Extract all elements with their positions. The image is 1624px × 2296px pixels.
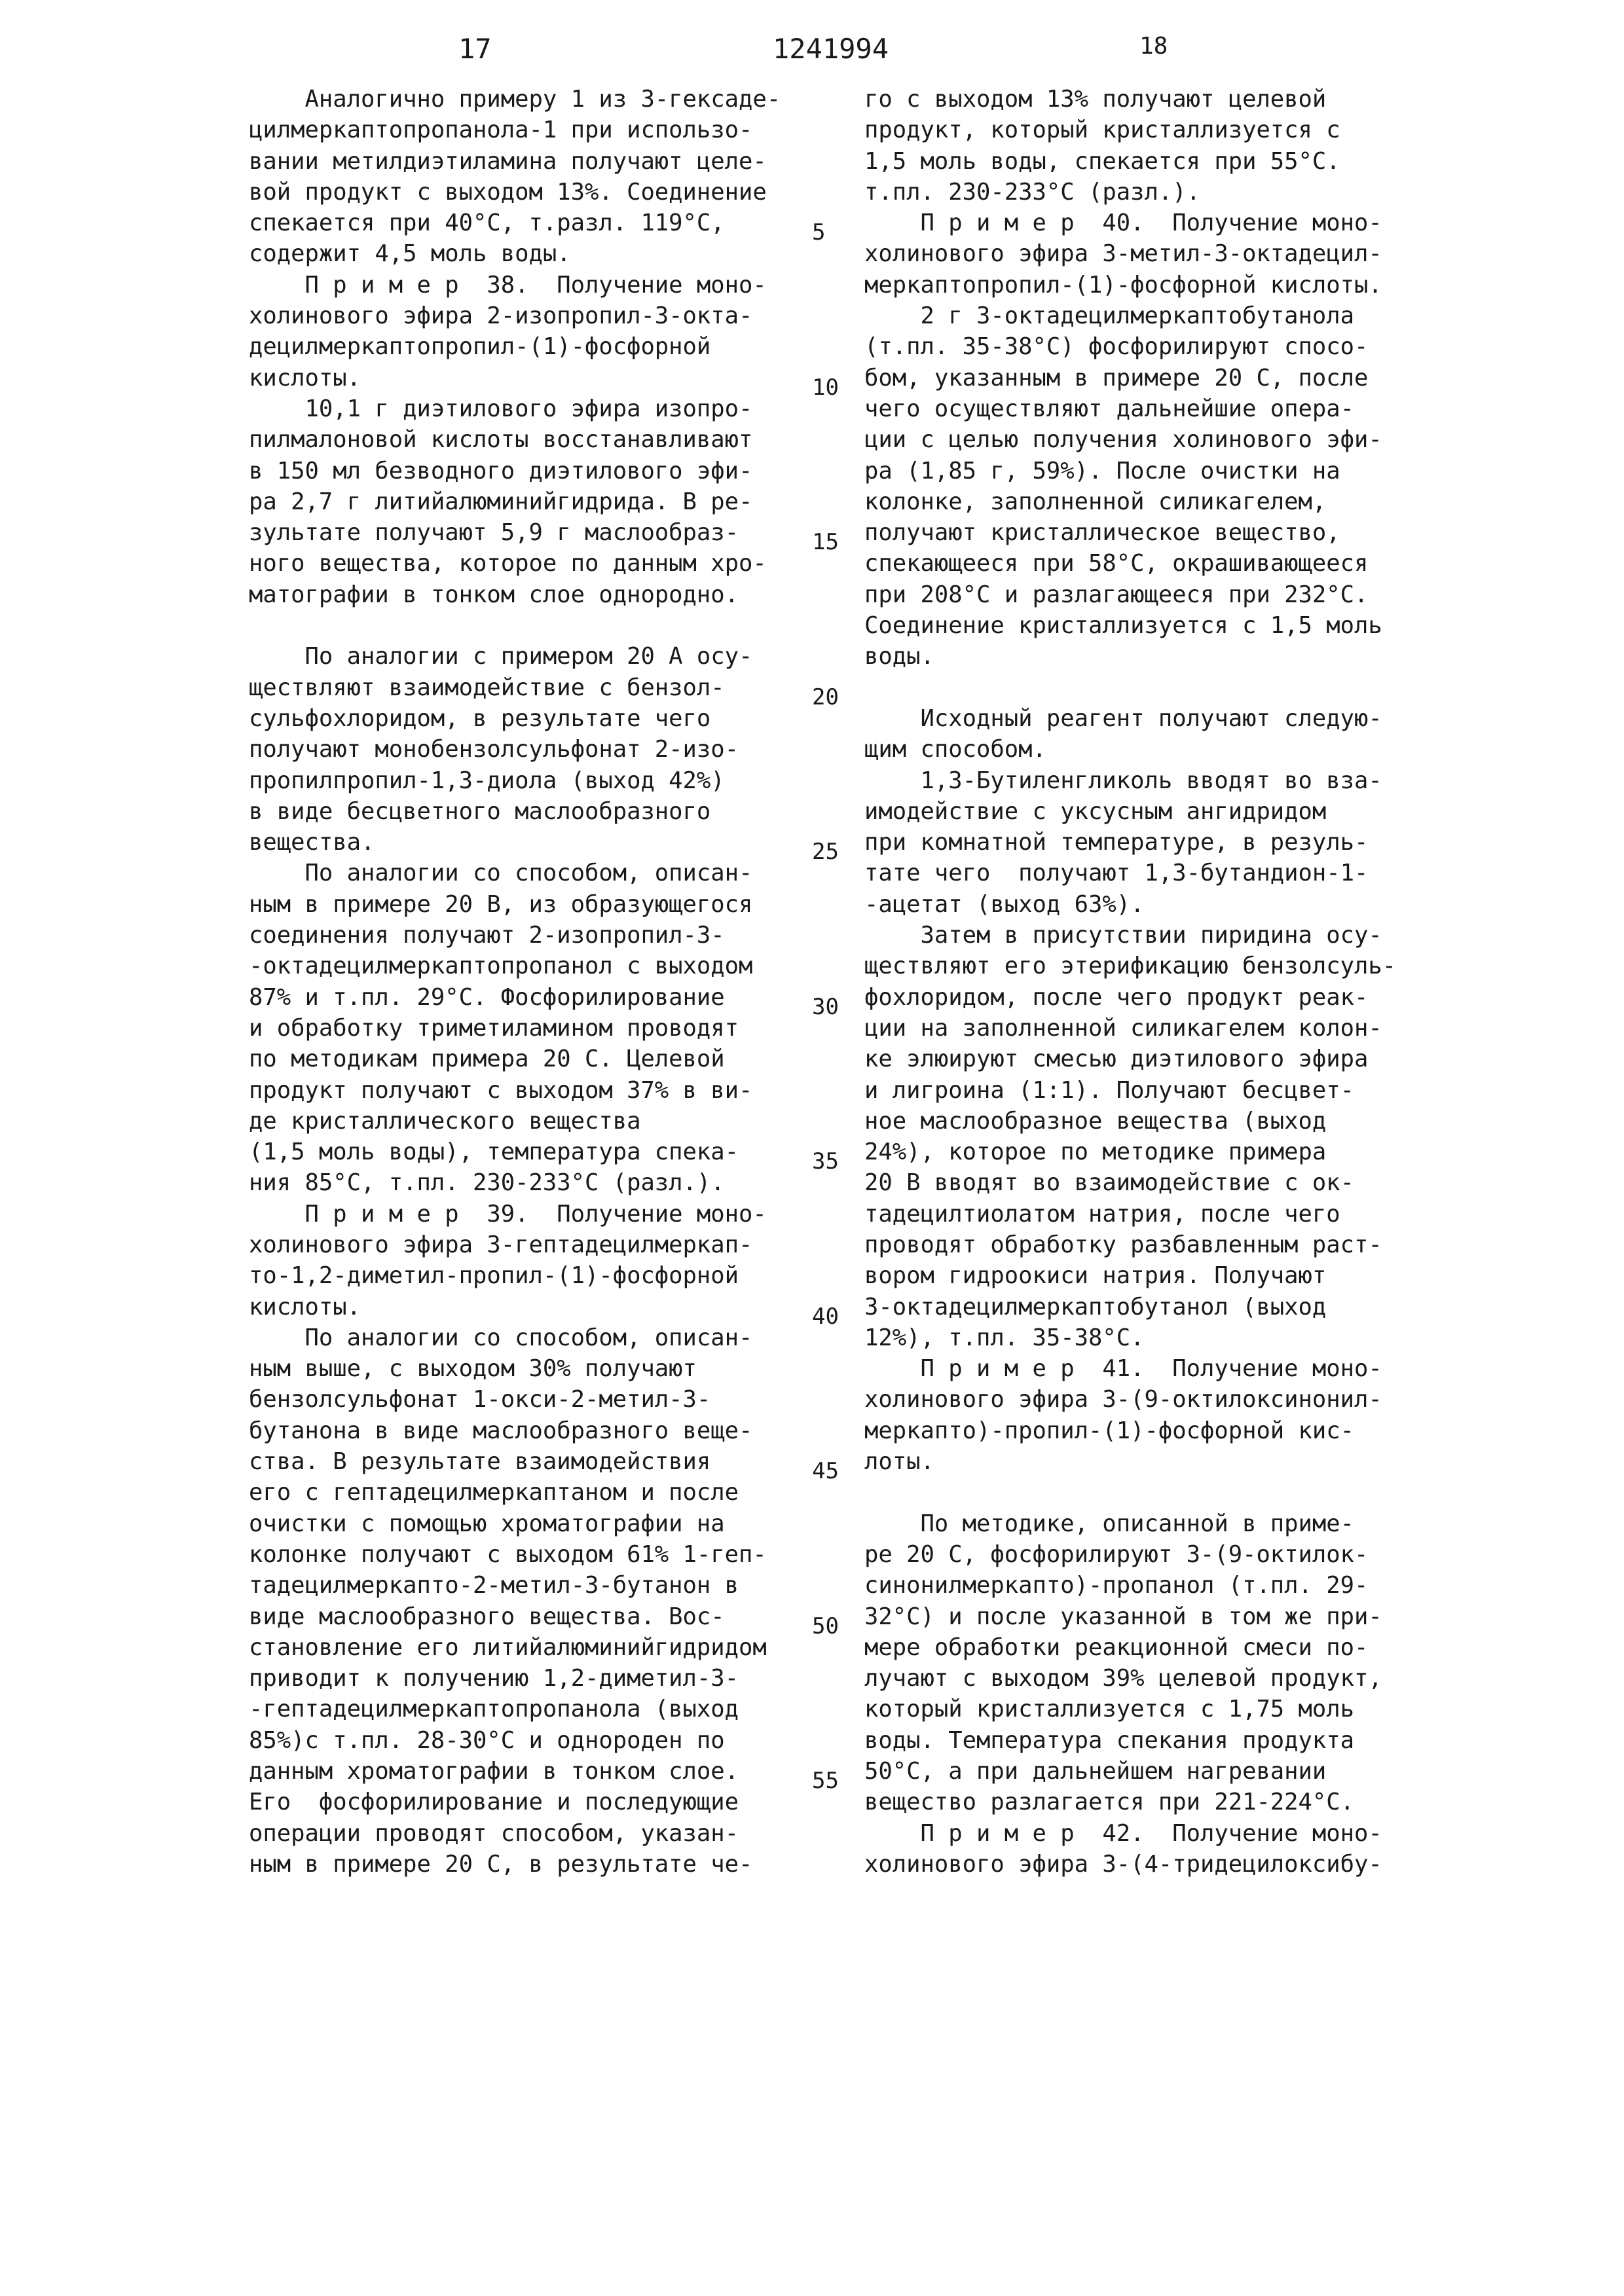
text-line: По методике, описанной в приме- <box>864 1510 1355 1537</box>
text-line: при 208°С и разлагающееся при 232°С. <box>864 581 1369 608</box>
text-line: меркаптопропил-(1)-фосфорной кислоты. <box>864 271 1382 299</box>
text-line: получают монобензолсульфонат 2-изо- <box>249 736 739 763</box>
text-line: кислоты. <box>249 364 361 392</box>
text-line: лучают с выходом 39% целевой продукт, <box>864 1665 1382 1692</box>
text-line: и лигроина (1:1). Получают бесцвет- <box>864 1076 1355 1104</box>
text-line: ра (1,85 г, 59%). После очистки на <box>864 457 1340 484</box>
text-line: содержит 4,5 моль воды. <box>249 240 571 268</box>
text-line: вании метилдиэтиламина получают целе- <box>249 147 767 175</box>
text-line: -гептадецилмеркаптопропанола (выход <box>249 1696 739 1723</box>
text-line: вещество разлагается при 221-224°С. <box>864 1789 1355 1816</box>
line-number: 50 <box>812 1613 839 1639</box>
text-line <box>864 1477 1526 1508</box>
text-line: воды. Температура спекания продукта <box>864 1726 1355 1754</box>
text-line: продукт получают с выходом 37% в ви- <box>249 1076 753 1104</box>
line-number: 55 <box>812 1768 839 1794</box>
line-number: 15 <box>812 529 839 555</box>
text-line: ния 85°С, т.пл. 230-233°С (разл.). <box>249 1169 725 1197</box>
text-line: цилмеркаптопропанола-1 при использо- <box>249 117 753 144</box>
text-line: холинового эфира 3-метил-3-октадецил- <box>864 240 1382 268</box>
text-line: По аналогии со способом, описан- <box>249 1324 753 1351</box>
text-line: холинового эфира 3-(9-октилоксинонил- <box>864 1386 1382 1413</box>
text-line: щим способом. <box>864 736 1046 763</box>
text-line <box>249 610 910 641</box>
text-line: 3-октадецилмеркаптобутанол (выход <box>864 1293 1327 1321</box>
text-line: По аналогии с примером 20 А осу- <box>249 643 753 670</box>
text-line: ции с целью получения холинового эфи- <box>864 426 1382 454</box>
text-line: тате чего получают 1,3-бутандион-1- <box>864 860 1369 887</box>
text-line: 20 В вводят во взаимодействие с ок- <box>864 1169 1355 1197</box>
text-line: 24%), которое по методике примера <box>864 1139 1327 1166</box>
text-line: ное маслообразное вещества (выход <box>864 1107 1327 1135</box>
patent-number: 1241994 <box>773 33 889 65</box>
text-line: соединения получают 2-изопропил-3- <box>249 922 725 949</box>
text-line: очистки с помощью хроматографии на <box>249 1510 725 1537</box>
text-line: тадецилтиолатом натрия, после чего <box>864 1200 1340 1228</box>
text-line: и обработку триметиламином проводят <box>249 1014 739 1042</box>
text-line: го с выходом 13% получают целевой <box>864 86 1327 113</box>
text-line: продукт, который кристаллизуется с <box>864 117 1340 144</box>
text-line <box>864 672 1526 703</box>
text-line: Его фосфорилирование и последующие <box>249 1789 739 1816</box>
line-number: 30 <box>812 993 839 1020</box>
text-line: (т.пл. 35-38°С) фосфорилируют спосо- <box>864 333 1369 361</box>
line-number: 20 <box>812 683 839 710</box>
text-line: 87% и т.пл. 29°С. Фосфорилирование <box>249 983 725 1011</box>
text-line: По аналогии со способом, описан- <box>249 860 753 887</box>
text-line: бом, указанным в примере 20 С, после <box>864 364 1369 392</box>
text-line: фохлоридом, после чего продукт реак- <box>864 983 1369 1011</box>
text-line: виде маслообразного вещества. Вос- <box>249 1603 725 1630</box>
text-line: при комнатной температуре, в резуль- <box>864 829 1369 856</box>
line-number: 40 <box>812 1303 839 1330</box>
text-line: становление его литийалюминийгидридом <box>249 1633 767 1661</box>
text-line: вой продукт с выходом 13%. Соединение <box>249 178 767 206</box>
text-line: воды. <box>864 643 934 670</box>
text-line: лоты. <box>864 1448 934 1476</box>
line-number: 5 <box>812 219 826 246</box>
text-line: (1,5 моль воды), температура спека- <box>249 1139 739 1166</box>
text-line: приводит к получению 1,2-диметил-3- <box>249 1665 739 1692</box>
text-line: зультате получают 5,9 г маслообраз- <box>249 519 739 547</box>
text-line: ного вещества, которое по данным хро- <box>249 550 767 577</box>
text-line: синонилмеркапто)-пропанол (т.пл. 29- <box>864 1572 1369 1599</box>
text-line: получают кристаллическое вещество, <box>864 519 1340 547</box>
text-line: 1,5 моль воды, спекается при 55°С. <box>864 147 1340 175</box>
text-line: по методикам примера 20 С. Целевой <box>249 1046 725 1073</box>
text-line: Затем в присутствии пиридина осу- <box>864 922 1382 949</box>
line-number: 35 <box>812 1148 839 1175</box>
text-line: в 150 мл безводного диэтилового эфи- <box>249 457 753 484</box>
text-line: ции на заполненной силикагелем колон- <box>864 1014 1382 1042</box>
text-line: бензолсульфонат 1-окси-2-метил-3- <box>249 1386 711 1413</box>
text-line: ке элюируют смесью диэтилового эфира <box>864 1046 1369 1073</box>
text-line: ществляют взаимодействие с бензол- <box>249 674 725 701</box>
text-line: холинового эфира 3-гептадецилмеркап- <box>249 1231 753 1258</box>
text-line: который кристаллизуется с 1,75 моль <box>864 1696 1355 1723</box>
left-column <box>249 84 910 1880</box>
text-line: бутанона в виде маслообразного веще- <box>249 1417 753 1444</box>
page-number-right: 18 <box>1139 33 1168 60</box>
text-line: 2 г 3-октадецилмеркаптобутанола <box>864 302 1355 330</box>
text-line: децилмеркаптопропил-(1)-фосфорной <box>249 333 711 361</box>
text-line: спекающееся при 58°С, окрашивающееся <box>864 550 1369 577</box>
text-line: 10,1 г диэтилового эфира изопро- <box>249 395 753 422</box>
text-line: тадецилмеркапто-2-метил-3-бутанон в <box>249 1572 739 1599</box>
text-line: ства. В результате взаимодействия <box>249 1448 711 1476</box>
text-line: П р и м е р 40. Получение моно- <box>864 210 1382 237</box>
text-line: данным хроматографии в тонком слое. <box>249 1758 739 1785</box>
text-line: -ацетат (выход 63%). <box>864 890 1145 918</box>
text-line: -октадецилмеркаптопропанол с выходом <box>249 953 753 980</box>
text-line: то-1,2-диметил-пропил-(1)-фосфорной <box>249 1262 739 1290</box>
text-line: ным в примере 20 С, в результате че- <box>249 1850 753 1878</box>
text-line: П р и м е р 41. Получение моно- <box>864 1355 1382 1383</box>
line-number: 45 <box>812 1458 839 1484</box>
text-line: кислоты. <box>249 1293 361 1321</box>
text-line: ным выше, с выходом 30% получают <box>249 1355 697 1383</box>
text-line: проводят обработку разбавленным раст- <box>864 1231 1382 1258</box>
text-line: пропилпропил-1,3-диола (выход 42%) <box>249 767 725 794</box>
text-line: ным в примере 20 В, из образующегося <box>249 890 753 918</box>
text-line: де кристаллического вещества <box>249 1107 641 1135</box>
text-line: пилмалоновой кислоты восстанавливают <box>249 426 753 454</box>
text-line: П р и м е р 42. Получение моно- <box>864 1819 1382 1847</box>
text-line: П р и м е р 39. Получение моно- <box>249 1200 767 1228</box>
text-line: вором гидроокиси натрия. Получают <box>864 1262 1327 1290</box>
text-line: ра 2,7 г литийалюминийгидрида. В ре- <box>249 488 753 515</box>
text-line: Соединение кристаллизуется с 1,5 моль <box>864 612 1382 640</box>
text-line: Аналогично примеру 1 из 3-гексаде- <box>249 86 781 113</box>
text-line: ществляют его этерификацию бензолсуль- <box>864 953 1397 980</box>
text-line: вещества. <box>249 829 375 856</box>
text-line: П р и м е р 38. Получение моно- <box>249 271 767 299</box>
text-line: сульфохлоридом, в результате чего <box>249 704 711 732</box>
text-line: его с гептадецилмеркаптаном и после <box>249 1479 739 1506</box>
text-line: в виде бесцветного маслообразного <box>249 797 711 825</box>
text-line: мере обработки реакционной смеси по- <box>864 1633 1369 1661</box>
text-line: колонке, заполненной силикагелем, <box>864 488 1327 515</box>
text-line: колонке получают с выходом 61% 1-геп- <box>249 1540 767 1568</box>
page-number-left: 17 <box>458 33 492 65</box>
text-line: 12%), т.пл. 35-38°С. <box>864 1324 1145 1351</box>
text-line: холинового эфира 3-(4-тридецилоксибу- <box>864 1850 1382 1878</box>
text-line: ре 20 С, фосфорилируют 3-(9-октилок- <box>864 1540 1369 1568</box>
text-line: меркапто)-пропил-(1)-фосфорной кис- <box>864 1417 1355 1444</box>
text-line: холинового эфира 2-изопропил-3-окта- <box>249 302 753 330</box>
text-line: матографии в тонком слое однородно. <box>249 581 739 608</box>
text-line: 85%)с т.пл. 28-30°С и однороден по <box>249 1726 725 1754</box>
text-line: 50°С, а при дальнейшем нагревании <box>864 1758 1327 1785</box>
text-line: чего осуществляют дальнейшие опера- <box>864 395 1355 422</box>
text-line: 1,3-Бутиленгликоль вводят во вза- <box>864 767 1382 794</box>
right-column <box>864 84 1526 1880</box>
line-number: 10 <box>812 374 839 401</box>
text-line: операции проводят способом, указан- <box>249 1819 739 1847</box>
text-line: 32°С) и после указанной в том же при- <box>864 1603 1382 1630</box>
text-line: Исходный реагент получают следую- <box>864 704 1382 732</box>
text-line: спекается при 40°С, т.разл. 119°С, <box>249 210 725 237</box>
text-line: т.пл. 230-233°С (разл.). <box>864 178 1200 206</box>
text-line: имодействие с уксусным ангидридом <box>864 797 1327 825</box>
line-number: 25 <box>812 839 839 865</box>
